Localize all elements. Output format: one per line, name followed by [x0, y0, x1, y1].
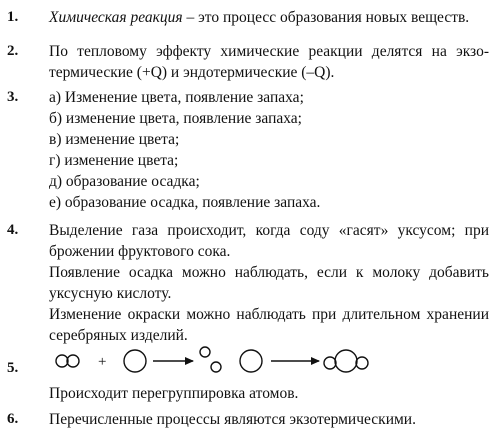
item-number: 3.	[7, 89, 19, 105]
reactant-atom-large	[124, 350, 146, 372]
reactant-molecule-small	[56, 355, 79, 367]
atom-circle	[335, 350, 357, 372]
sub-answer-b: б) изменение цвета, появление запаха;	[49, 110, 302, 127]
atom-circle	[56, 355, 68, 367]
text-line: серебряных изделий.	[49, 327, 188, 344]
text-line: По тепловому эффекту химические реакции делятся на экзо-	[49, 43, 489, 60]
text-line: Появление осадка можно наблюдать, если к молоку добавить	[49, 264, 489, 281]
sub-answer-a: а) Изменение цвета, появление запаха;	[49, 89, 304, 106]
sub-answer-e: е) образование осадка, появление запаха.	[49, 194, 321, 211]
definition-text: – это процесс образования новых веществ.	[182, 9, 470, 26]
item-number: 4.	[7, 222, 19, 238]
text-line: брожении фруктового сока.	[49, 243, 231, 260]
item-number: 6.	[7, 411, 19, 427]
text-line: Изменение окраски можно наблюдать при длительном хранении	[49, 306, 489, 323]
atom-circle	[211, 362, 221, 372]
item-number: 2.	[7, 43, 19, 59]
item-text	[49, 409, 489, 430]
atom-circle	[324, 357, 336, 369]
sub-answer-d: д) образование осадка;	[49, 173, 200, 190]
reaction-diagram	[40, 340, 370, 376]
sub-answer-v: в) изменение цвета;	[49, 131, 180, 148]
plus-sign: +	[98, 354, 107, 370]
text-line: Выделение газа происходит, когда соду «гасят» уксусом; при	[49, 222, 489, 239]
item-text	[49, 87, 489, 213]
item-number: 1.	[7, 9, 19, 25]
text-line: термические (+Q) и эндотермические (–Q).	[49, 64, 335, 81]
text-line: Перечисленные процессы являются экзотермическими.	[49, 411, 416, 428]
sub-answer-g: г) изменение цвета;	[49, 152, 179, 169]
intermediate-atom-large	[240, 350, 262, 372]
diagram-caption: Происходит перегруппировка атомов.	[49, 385, 299, 402]
definition-line	[49, 7, 489, 28]
item-number: 5.	[7, 360, 19, 376]
text-line: уксусную кислоту.	[49, 285, 172, 302]
product-molecule	[324, 350, 368, 372]
item-text	[49, 7, 489, 28]
item-text	[49, 220, 489, 346]
defined-term: Химическая реакция	[49, 9, 183, 26]
item-text	[49, 41, 489, 83]
intermediate-atoms	[200, 347, 221, 372]
atom-circle	[200, 347, 210, 357]
atom-circle	[67, 355, 79, 367]
atom-circle	[356, 357, 368, 369]
